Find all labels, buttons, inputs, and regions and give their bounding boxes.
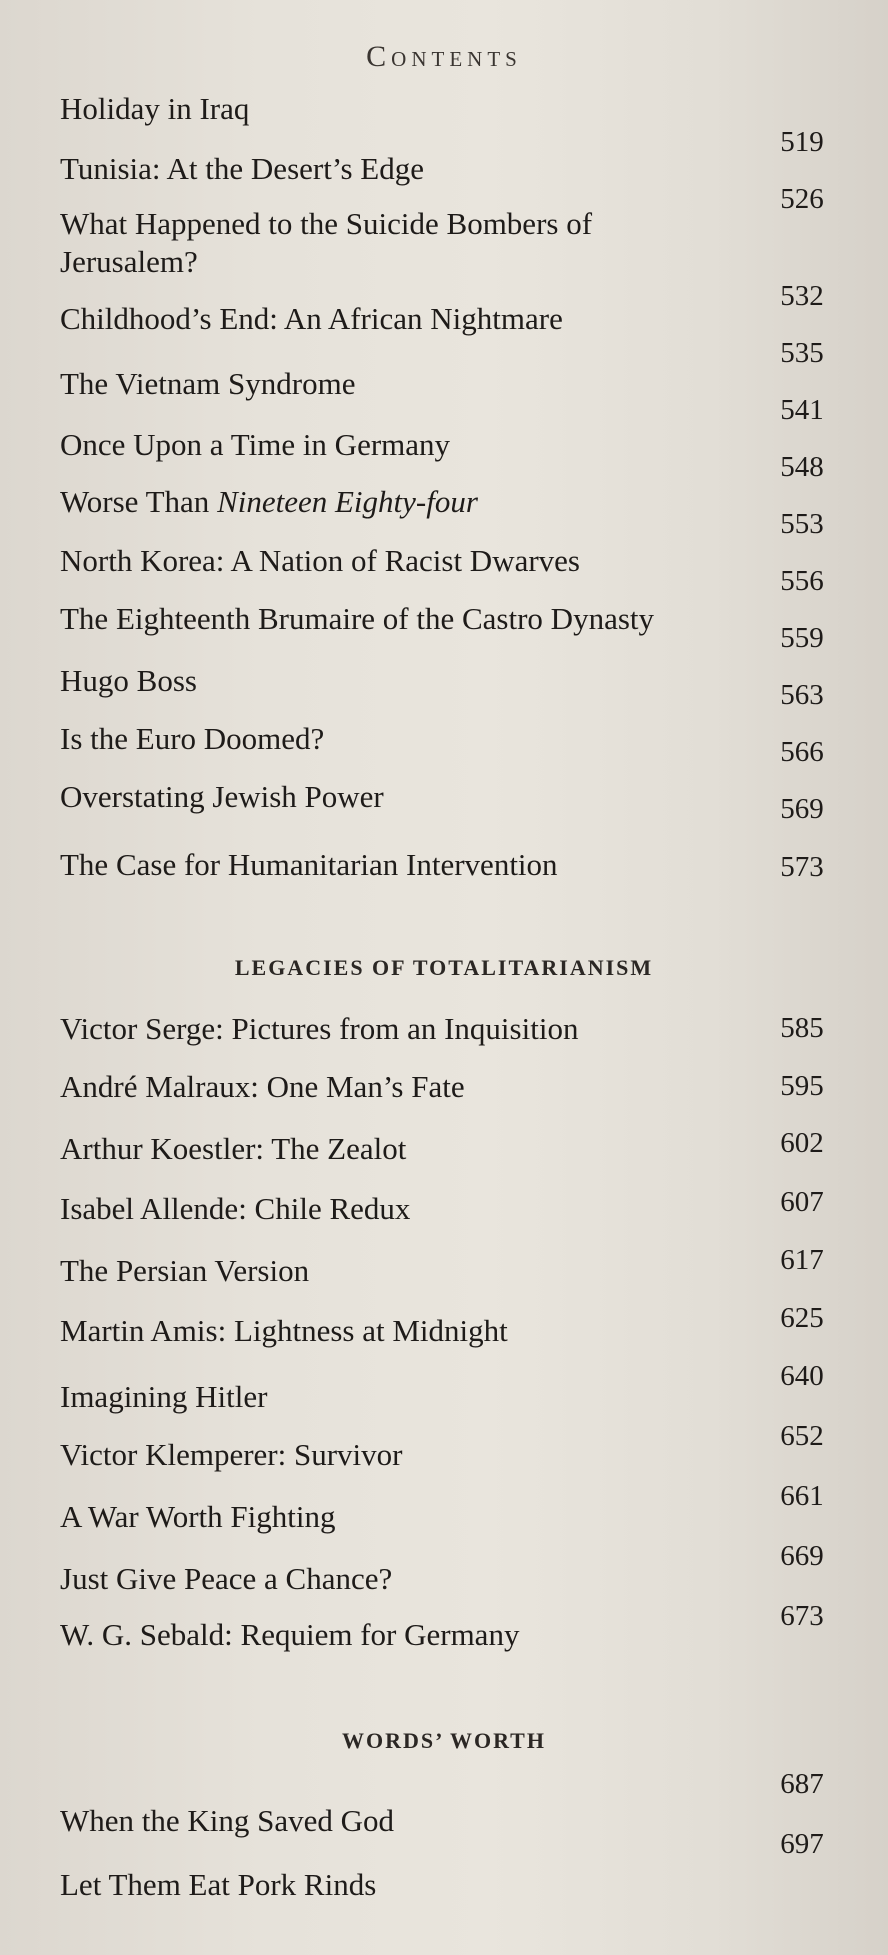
toc-entry-page: 553	[780, 508, 824, 540]
toc-entry-title: North Korea: A Nation of Racist Dwarves	[60, 543, 580, 578]
toc-entry-page: 617	[780, 1244, 824, 1276]
toc-entry-title: Just Give Peace a Chance?	[60, 1561, 393, 1596]
toc-entry-title-italic: Nineteen Eighty-four	[217, 484, 478, 519]
toc-entry-title: Is the Euro Doomed?	[60, 721, 325, 756]
toc-entry-title: A War Worth Fighting	[60, 1499, 336, 1534]
toc-entry-title: What Happened to the Suicide Bombers of Jerusalem?	[60, 206, 593, 279]
toc-entry-page: 569	[780, 793, 824, 825]
toc-entry-page: 556	[780, 565, 824, 597]
toc-entry-title: W. G. Sebald: Requiem for Germany	[60, 1617, 520, 1652]
toc-entry-page: 640	[780, 1360, 824, 1392]
toc-entry-title: Overstating Jewish Power	[60, 779, 384, 814]
toc-entry-page: 535	[780, 337, 824, 369]
toc-entry-page: 669	[780, 1540, 824, 1572]
toc-entry-title: Let Them Eat Pork Rinds	[60, 1867, 377, 1902]
toc-entry-page: 532	[780, 280, 824, 312]
toc-entry-title: When the King Saved God	[60, 1803, 395, 1838]
toc-entry-title: Once Upon a Time in Germany	[60, 427, 451, 462]
toc-entry-page: 519	[780, 126, 824, 158]
toc-entry-title: Isabel Allende: Chile Redux	[60, 1191, 411, 1226]
section-heading-words-worth: WORDS’ WORTH	[342, 1728, 546, 1753]
page-title: Contents	[366, 40, 522, 73]
toc-entry-page: 661	[780, 1480, 824, 1512]
toc-entry-page: 548	[780, 451, 824, 483]
toc-entry-title-prefix: Worse Than	[60, 484, 218, 519]
toc-entry-page: 566	[780, 736, 824, 768]
toc-entry-title: Victor Klemperer: Survivor	[60, 1437, 403, 1472]
toc-entry-page: 526	[780, 183, 824, 215]
toc-entry-title: Tunisia: At the Desert’s Edge	[60, 151, 424, 186]
toc-entry-title: Childhood’s End: An African Nightmare	[60, 301, 563, 336]
toc-entry-page: 697	[780, 1828, 824, 1860]
toc-entry-page: 541	[780, 394, 824, 426]
toc-entry-title: The Case for Humanitarian Intervention	[60, 847, 558, 882]
toc-entry-page: 673	[780, 1600, 824, 1632]
toc-entry-title: André Malraux: One Man’s Fate	[60, 1069, 465, 1104]
toc-entry-page: 687	[780, 1768, 824, 1800]
toc-entry-page: 607	[780, 1186, 824, 1218]
toc-entry-title: Hugo Boss	[60, 663, 197, 698]
toc-entry-title: Arthur Koestler: The Zealot	[60, 1131, 407, 1166]
toc-entry-page: 625	[780, 1302, 824, 1334]
toc-entry-title: The Persian Version	[60, 1253, 310, 1288]
toc-entry-title: Holiday in Iraq	[60, 91, 250, 126]
toc-entry-page: 563	[780, 679, 824, 711]
toc-entry-title: Martin Amis: Lightness at Midnight	[60, 1313, 508, 1348]
toc-entry-page: 602	[780, 1127, 824, 1159]
toc-entry-title: The Eighteenth Brumaire of the Castro Dynasty	[60, 601, 655, 636]
toc-entry-title: The Vietnam Syndrome	[60, 366, 356, 401]
toc-entry-title	[60, 483, 478, 521]
toc-entry-page: 595	[780, 1070, 824, 1102]
toc-entry-title: Victor Serge: Pictures from an Inquisition	[60, 1011, 579, 1046]
toc-entry-page: 573	[780, 851, 824, 883]
toc-entry-title: Imagining Hitler	[60, 1379, 268, 1414]
section-heading-legacies: LEGACIES OF TOTALITARIANISM	[234, 955, 654, 980]
toc-entry-page: 585	[780, 1012, 824, 1044]
toc-entry-page: 559	[780, 622, 824, 654]
toc-entry-page: 652	[780, 1420, 824, 1452]
